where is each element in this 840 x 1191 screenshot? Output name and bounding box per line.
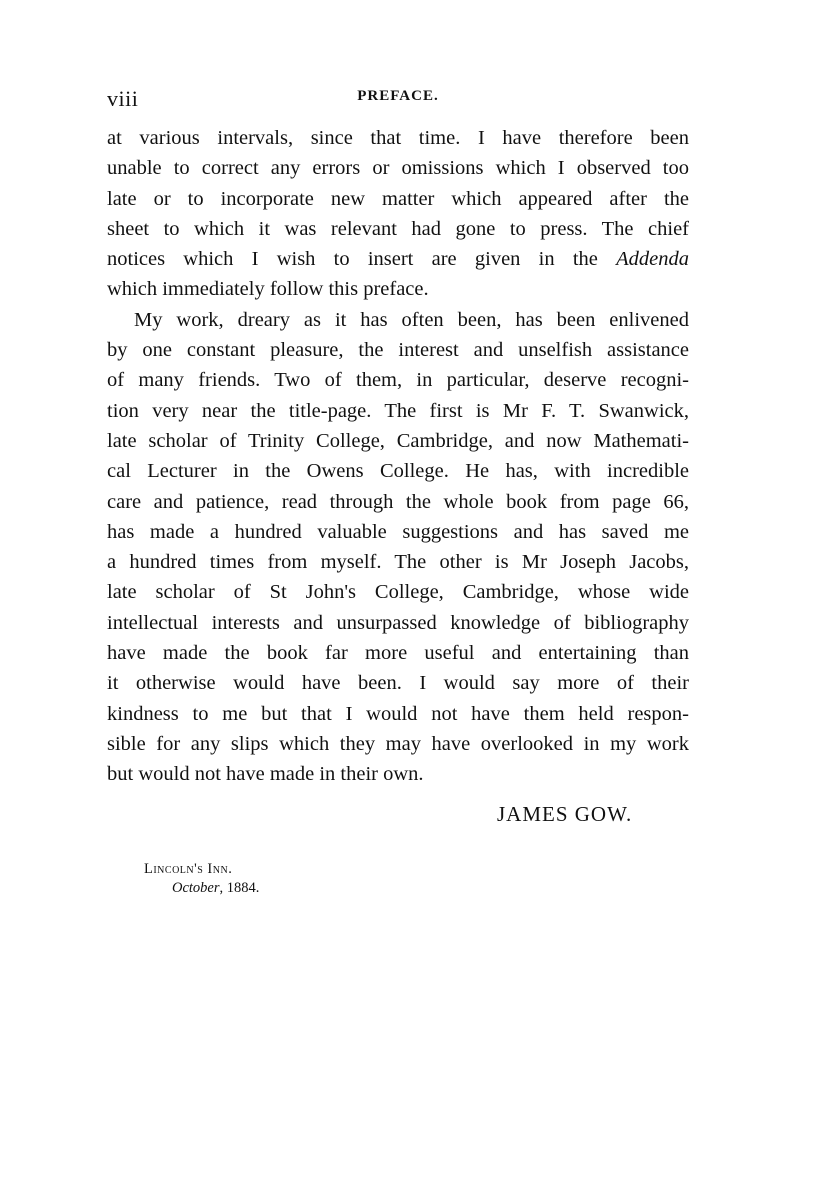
text-line: sible for any slips which they may have overlooked in my work [107,732,689,755]
addenda-reference: Addenda [616,248,689,271]
text-line-part: notices which I wish to insert are given in the [107,248,617,271]
text-line: have made the book far more useful and entertaining than [107,642,689,665]
text-line: of many friends. Two of them, in particular, deserve recogni- [107,369,689,392]
date-year: , 1884. [219,880,260,896]
date-month: October [172,880,220,896]
text-line: late scholar of St John's College, Cambridge, whose wide [107,581,689,604]
text-line: but would not have made in their own. [107,763,424,786]
text-line: at various intervals, since that time. I have therefore been [107,127,689,149]
text-line: late or to incorporate new matter which appeared after the [107,187,689,210]
preface-body [107,123,689,790]
text-line: by one constant pleasure, the interest and unselfish assistance [107,339,689,362]
text-line: sheet to which it was relevant had gone to press. The chief [107,217,689,240]
place-of-writing: Lincoln's Inn. [144,861,233,877]
text-line: late scholar of Trinity College, Cambridge, and now Mathemati- [107,429,689,452]
text-line: kindness to me but that I would not have them held respon- [107,702,689,725]
text-line [107,244,689,274]
text-line: intellectual interests and unsurpassed knowledge of bibliography [107,611,689,634]
running-title: PREFACE. [357,88,439,104]
text-line: cal Lecturer in the Owens College. He has, with incredible [107,460,689,483]
text-line: has made a hundred valuable suggestions and has saved me [107,520,689,543]
text-line: which immediately follow this preface. [107,278,429,301]
page-number: viii [107,86,139,111]
text-line: it otherwise would have been. I would say more of their [107,672,689,695]
text-line: unable to correct any errors or omissions which I observed too [107,157,689,180]
running-head [107,86,689,112]
author-signature: JAMES GOW. [497,802,633,826]
date-of-writing [172,880,259,897]
text-line: tion very near the title-page. The first is Mr F. T. Swanwick, [107,399,689,422]
text-line: care and patience, read through the whole book from page 66, [107,490,689,513]
text-line: a hundred times from myself. The other is Mr Joseph Jacobs, [107,551,689,574]
text-line: My work, dreary as it has often been, has been enlivened [134,308,689,331]
